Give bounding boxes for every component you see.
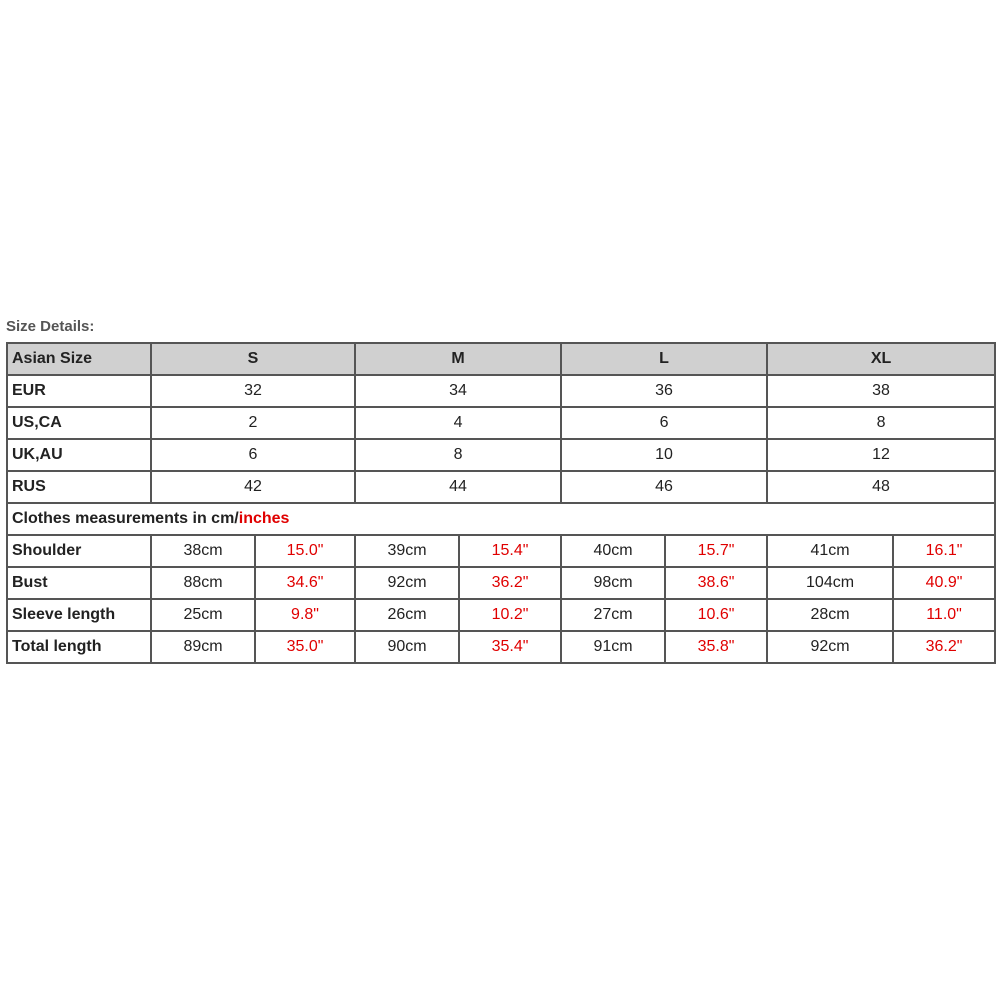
cm-cell: 104cm	[767, 567, 893, 599]
cm-cell: 40cm	[561, 535, 665, 567]
cm-cell: 27cm	[561, 599, 665, 631]
measurement-row-sleeve-length	[7, 599, 995, 631]
row-label: Shoulder	[7, 535, 151, 567]
section-prefix: Clothes measurements in cm/	[12, 510, 239, 527]
inch-cell: 36.2"	[459, 567, 561, 599]
cm-cell: 25cm	[151, 599, 255, 631]
cm-cell: 41cm	[767, 535, 893, 567]
measurement-row-total-length	[7, 631, 995, 663]
inch-cell: 38.6"	[665, 567, 767, 599]
inch-cell: 15.7"	[665, 535, 767, 567]
cm-cell: 90cm	[355, 631, 459, 663]
row-label: US,CA	[7, 407, 151, 439]
inch-cell: 11.0"	[893, 599, 995, 631]
row-label: Sleeve length	[7, 599, 151, 631]
table-cell: 42	[151, 471, 355, 503]
cm-cell: 92cm	[355, 567, 459, 599]
size-s-header: S	[151, 343, 355, 375]
row-label: Bust	[7, 567, 151, 599]
cm-cell: 26cm	[355, 599, 459, 631]
size-details-caption: Size Details:	[6, 318, 95, 335]
size-l-header: L	[561, 343, 767, 375]
conversion-row-us-ca	[7, 407, 995, 439]
cm-cell: 89cm	[151, 631, 255, 663]
size-m-header: M	[355, 343, 561, 375]
size-xl-header: XL	[767, 343, 995, 375]
inch-cell: 34.6"	[255, 567, 355, 599]
table-cell: 6	[561, 407, 767, 439]
conversion-row-uk-au	[7, 439, 995, 471]
measurement-row-bust	[7, 567, 995, 599]
table-cell: 4	[355, 407, 561, 439]
table-cell: 6	[151, 439, 355, 471]
measurements-section-row	[7, 503, 995, 535]
measurements-section-heading	[7, 503, 995, 535]
inch-cell: 16.1"	[893, 535, 995, 567]
inch-cell: 35.8"	[665, 631, 767, 663]
table-cell: 34	[355, 375, 561, 407]
conversion-row-eur	[7, 375, 995, 407]
measurement-row-shoulder	[7, 535, 995, 567]
row-label: EUR	[7, 375, 151, 407]
row-label: UK,AU	[7, 439, 151, 471]
cm-cell: 28cm	[767, 599, 893, 631]
table-cell: 46	[561, 471, 767, 503]
inch-cell: 40.9"	[893, 567, 995, 599]
inch-cell: 9.8"	[255, 599, 355, 631]
cm-cell: 91cm	[561, 631, 665, 663]
inch-cell: 15.0"	[255, 535, 355, 567]
inch-cell: 10.2"	[459, 599, 561, 631]
table-cell: 2	[151, 407, 355, 439]
table-cell: 8	[355, 439, 561, 471]
table-cell: 8	[767, 407, 995, 439]
inch-cell: 15.4"	[459, 535, 561, 567]
table-cell: 38	[767, 375, 995, 407]
table-cell: 10	[561, 439, 767, 471]
table-cell: 36	[561, 375, 767, 407]
inch-cell: 10.6"	[665, 599, 767, 631]
cm-cell: 38cm	[151, 535, 255, 567]
conversion-row-rus	[7, 471, 995, 503]
inch-cell: 35.4"	[459, 631, 561, 663]
asian-size-label: Asian Size	[7, 343, 151, 375]
row-label: RUS	[7, 471, 151, 503]
table-cell: 32	[151, 375, 355, 407]
size-header-row	[7, 343, 995, 375]
section-highlight: inches	[238, 510, 290, 527]
inch-cell: 36.2"	[893, 631, 995, 663]
row-label: Total length	[7, 631, 151, 663]
cm-cell: 92cm	[767, 631, 893, 663]
size-chart-table	[6, 342, 996, 664]
cm-cell: 39cm	[355, 535, 459, 567]
table-cell: 44	[355, 471, 561, 503]
table-cell: 12	[767, 439, 995, 471]
table-cell: 48	[767, 471, 995, 503]
inch-cell: 35.0"	[255, 631, 355, 663]
cm-cell: 88cm	[151, 567, 255, 599]
cm-cell: 98cm	[561, 567, 665, 599]
